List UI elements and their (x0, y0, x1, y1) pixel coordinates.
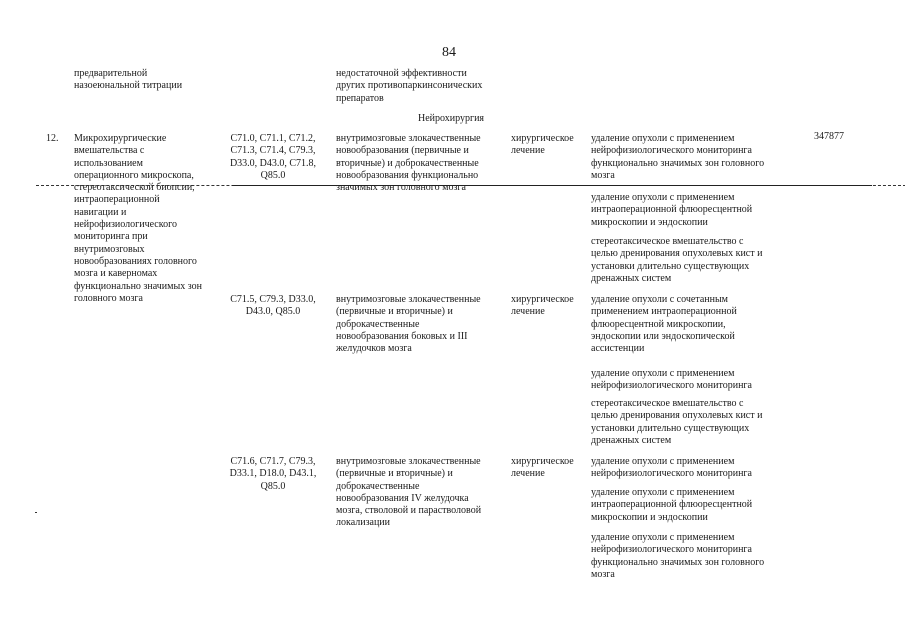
group-2-method-2: удаление опухоли с применением нейрофизиологического мониторинга (591, 368, 752, 392)
fold-solid-line (232, 185, 872, 186)
group-1-method-1: удаление опухоли с применением нейрофизиологического мониторинга функционально значимых зон головного мозга (591, 133, 765, 181)
group-2-codes: C71.5, C79.3, D33.0, D43.0, Q85.0 (230, 294, 316, 318)
group-2-method-3: стереотаксическое вмешательство с целью дренирования опухолевых кист и установки длительно существующих дренажных систем (591, 398, 763, 446)
group-3-treatment: хирургическое лечение (511, 456, 574, 480)
group-2-method-1: удаление опухоли с сочетанным применением интраоперационной флюоресцентной микроскопии, эндоскопии или эндоскопической ассистенции (591, 294, 737, 355)
group-3-method-1: удаление опухоли с применением нейрофизиологического мониторинга (591, 456, 752, 480)
scan-speck (35, 512, 37, 513)
continuation-middle-text: недостаточной эффективности других противопаркинсонических препаратов (336, 68, 483, 104)
group-2-treatment: хирургическое лечение (511, 294, 574, 318)
group-1-method-2: удаление опухоли с применением интраоперационной флюоресцентной микроскопии и эндоскопии (591, 192, 753, 228)
group-3-diagnosis: внутримозговые злокачественные (первичные и вторичные) и доброкачественные новообразования IV желудочка мозга, стволовой и парастволовой локализации (336, 456, 482, 529)
group-3-method-3: удаление опухоли с применением нейрофизиологического мониторинга функционально значимых зон головного мозга (591, 532, 765, 580)
row-cost: 347877 (814, 131, 844, 142)
group-2-diagnosis: внутримозговые злокачественные (первичные и вторичные) и доброкачественные новообразования боковых и III желудочков мозга (336, 294, 481, 355)
group-3-codes: C71.6, C71.7, C79.3, D33.1, D18.0, D43.1, Q85.0 (229, 456, 317, 492)
group-1-codes: C71.0, C71.1, C71.2, C71.3, C71.4, C79.3, D33.0, D43.0, C71.8, Q85.0 (229, 133, 317, 181)
row-number: 12. (46, 133, 59, 144)
row-name: Микрохирургические вмешательства с использованием операционного микроскопа, стереотаксической биопсии, интраоперационной навигации и нейрофизиологического мониторинга при внутримозговых новообразованиях головного мозга и каверномах функционально значимых зон головного мозга (74, 133, 202, 304)
continuation-left-text: предварительной назоеюнальной титрации (74, 68, 183, 92)
group-3-method-2: удаление опухоли с применением интраоперационной флюоресцентной микроскопии и эндоскопии (591, 487, 753, 523)
group-1-treatment: хирургическое лечение (511, 133, 574, 157)
section-title: Нейрохирургия (418, 113, 485, 124)
group-1-method-3: стереотаксическое вмешательство с целью дренирования опухолевых кист и установки длительно существующих дренажных систем (591, 236, 763, 284)
page-number: 84 (442, 45, 456, 60)
group-1-diagnosis: внутримозговые злокачественные новообразования (первичные и вторичные) и доброкачественные новообразования функционально значимых зон головного мозга (336, 133, 481, 194)
